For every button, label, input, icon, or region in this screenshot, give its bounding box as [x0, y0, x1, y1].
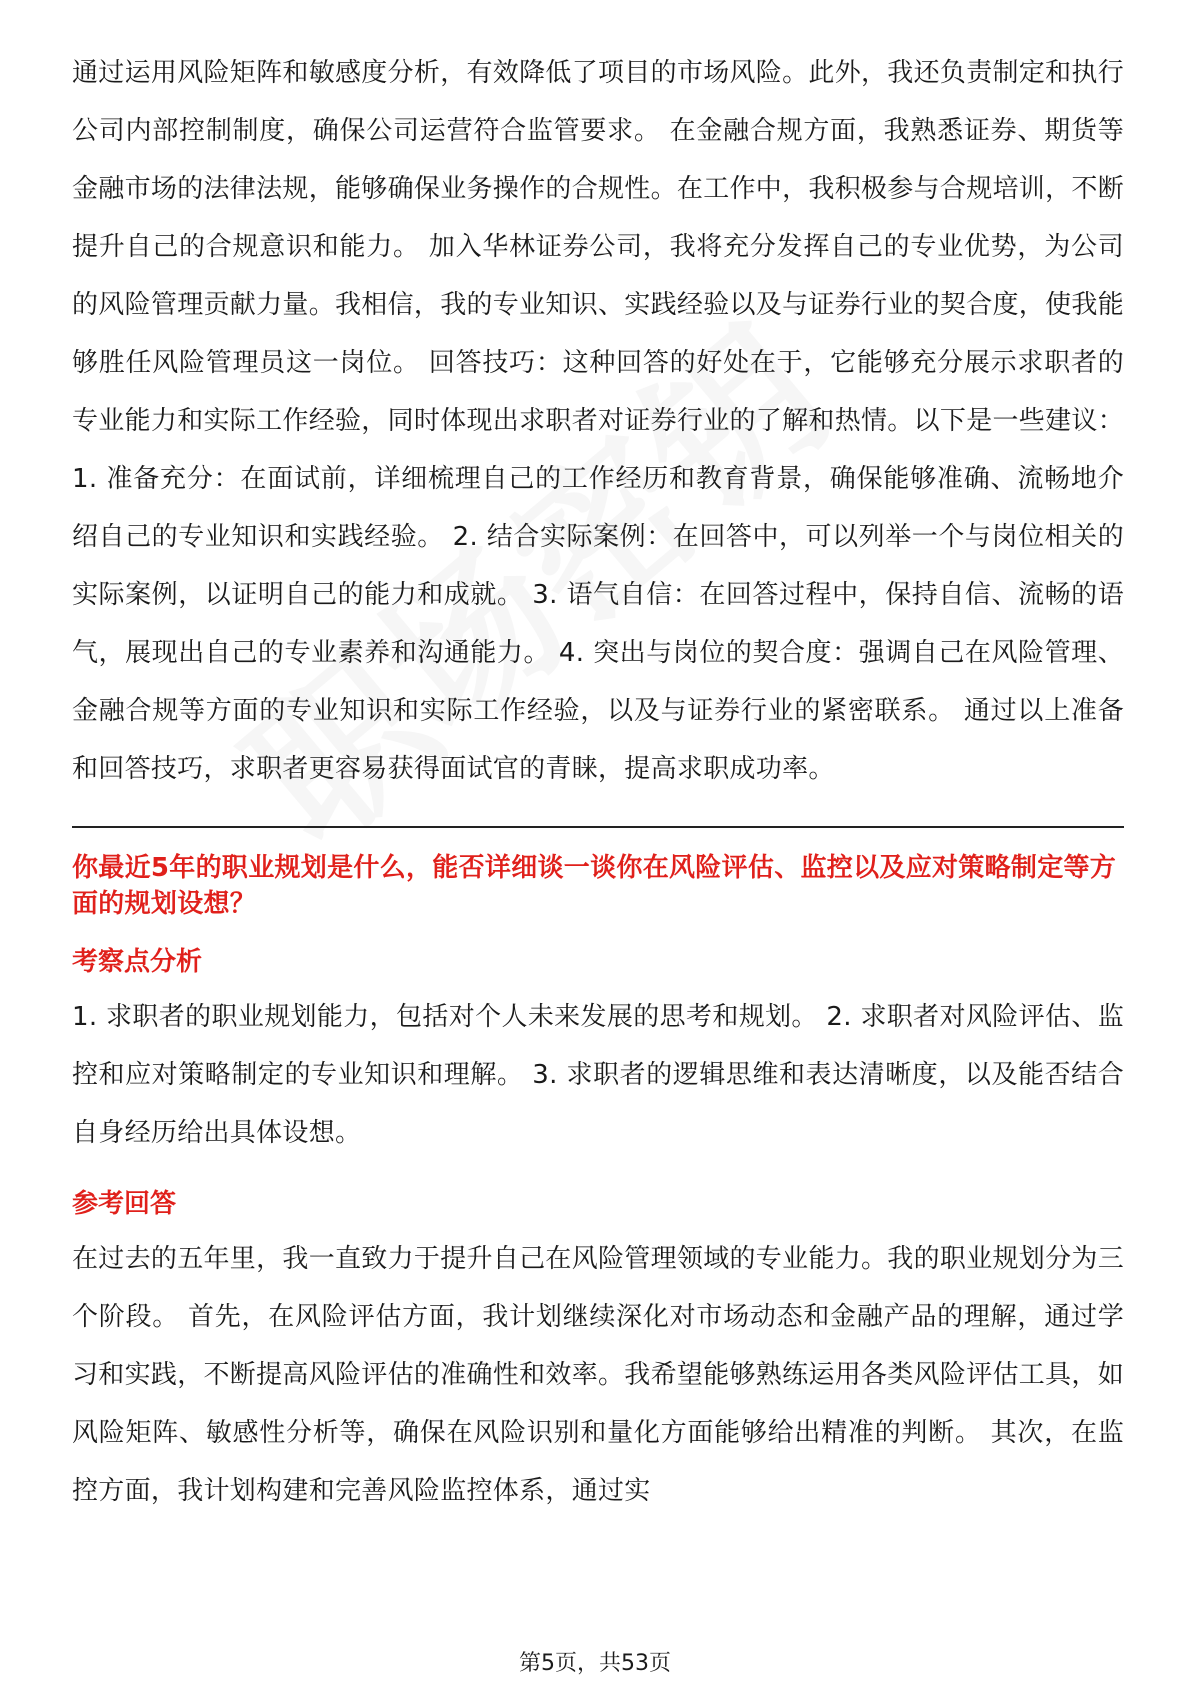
analysis-body: 1. 求职者的职业规划能力，包括对个人未来发展的思考和规划。 2. 求职者对风险评估、监控和应对策略制定的专业知识和理解。 3. 求职者的逻辑思维和表达清晰度，以及能否结合自身经历给出具体设想。 [72, 1002, 1124, 1148]
interview-question: 你最近5年的职业规划是什么，能否详细谈一谈你在风险评估、监控以及应对策略制定等方面的规划设想？ [72, 853, 1117, 919]
answer-title: 参考回答 [72, 1189, 177, 1219]
page-number: 第5页，共53页 [519, 1651, 671, 1676]
answer-body: 在过去的五年里，我一直致力于提升自己在风险管理领域的专业能力。我的职业规划分为三个阶段。 首先，在风险评估方面，我计划继续深化对市场动态和金融产品的理解，通过学习和实践，不断提高风险评估的准确性和效率。我希望能够熟练运用各类风险评估工具，如风险矩阵、敏感性分析等，确保在风险识别和量化方面能够给出精准的判断。 其次，在监控方面，我计划构建和完善风险监控体系，通过实 [72, 1244, 1125, 1506]
page-content [72, 44, 1124, 1520]
section-gap [72, 1162, 1124, 1184]
section-divider [72, 826, 1124, 828]
intro-paragraph: 通过运用风险矩阵和敏感度分析，有效降低了项目的市场风险。此外，我还负责制定和执行公司内部控制制度，确保公司运营符合监管要求。 在金融合规方面，我熟悉证券、期货等金融市场的法律法规，能够确保业务操作的合规性。在工作中，我积极参与合规培训，不断提升自己的合规意识和能力。 加入华林证券公司，我将充分发挥自己的专业优势，为公司的风险管理贡献力量。我相信，我的专业知识、实践经验以及与证券行业的契合度，使我能够胜任风险管理员这一岗位。 回答技巧：这种回答的好处在于，它能够充分展示求职者的专业能力和实际工作经验，同时体现出求职者对证券行业的了解和热情。以下是一些建议： 1. 准备充分：在面试前，详细梳理自己的工作经历和教育背景，确保能够准确、流畅地介绍自己的专业知识和实践经验。 2. 结合实际案例：在回答中，可以列举一个与岗位相关的实际案例，以证明自己的能力和成就。 3. 语气自信：在回答过程中，保持自信、流畅的语气，展现出自己的专业素养和沟通能力。 4. 突出与岗位的契合度：强调自己在风险管理、金融合规等方面的专业知识和实际工作经验，以及与证券行业的紧密联系。 通过以上准备和回答技巧，求职者更容易获得面试官的青睐，提高求职成功率。 [72, 58, 1125, 784]
analysis-title: 考察点分析 [72, 947, 203, 977]
